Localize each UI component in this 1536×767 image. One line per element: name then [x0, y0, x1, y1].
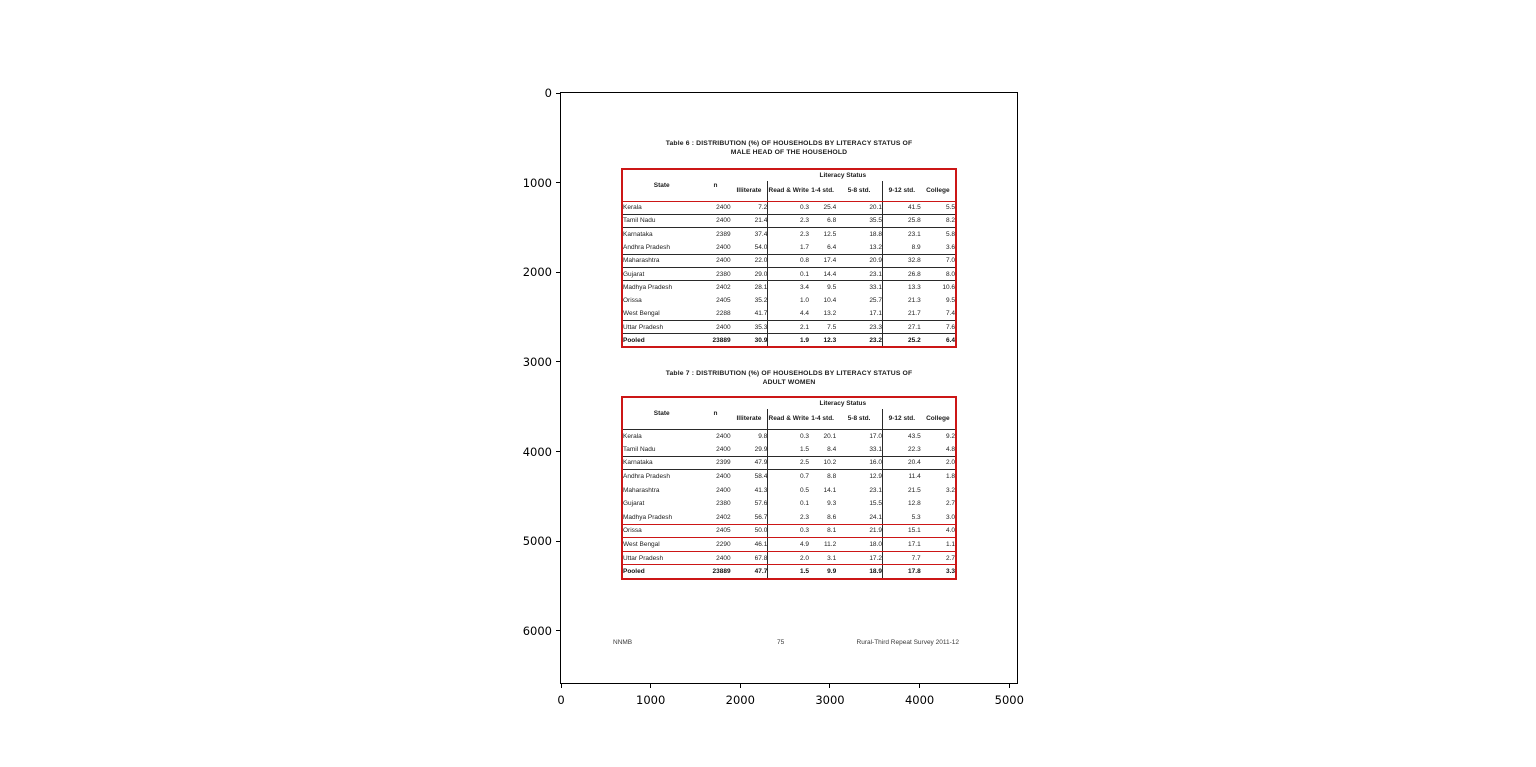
- value-cell: 57.6: [754, 500, 768, 508]
- column-header-n: n: [700, 397, 730, 429]
- value-cell: 15.5: [869, 500, 882, 508]
- value-cell: 47.7: [754, 567, 768, 575]
- value-cell: 2400: [700, 254, 730, 267]
- state-cell: Uttar Pradesh: [622, 551, 700, 565]
- value-cell: 1.0: [768, 294, 809, 307]
- value-cell: 20.1: [823, 432, 837, 440]
- value-cell: 2400: [700, 214, 730, 227]
- state-cell: Tamil Nadu: [622, 443, 700, 457]
- value-cell: 23.1: [882, 228, 920, 241]
- value-cell: 56.7: [731, 511, 768, 525]
- header-row-group: [622, 397, 956, 409]
- value-cell: 50.0: [731, 524, 768, 538]
- table7-title-line1: Table 7 : DISTRIBUTION (%) OF HOUSEHOLDS BY LITERACY STATUS OF: [665, 370, 913, 377]
- x-tick-label: 1000: [636, 693, 666, 707]
- value-cell: 10.2: [809, 456, 836, 470]
- table-row: [622, 429, 956, 443]
- column-header: 5-8 std.: [836, 409, 882, 429]
- value-cell: 8.0: [921, 267, 956, 280]
- table6-title-line2: MALE HEAD OF THE HOUSEHOLD: [730, 149, 848, 156]
- value-cell: 1.9: [768, 334, 809, 347]
- column-header: College: [921, 409, 956, 429]
- value-cell: 2402: [700, 511, 730, 525]
- value-cell: 17.4: [809, 254, 836, 267]
- table-row: [622, 443, 956, 457]
- x-tick-label: 0: [557, 693, 565, 707]
- state-cell: West Bengal: [622, 538, 700, 552]
- value-cell: 1.5: [768, 443, 809, 457]
- table-row: [622, 228, 956, 241]
- table-7: [621, 396, 957, 580]
- value-cell: 41.3: [754, 486, 768, 494]
- table-row: [622, 241, 956, 254]
- table-row: [622, 538, 956, 552]
- value-cell: 20.9: [836, 254, 882, 267]
- column-header: Read & Write: [768, 409, 809, 429]
- state-cell: Andhra Pradesh: [623, 473, 670, 481]
- y-tick-label: 1000: [522, 175, 552, 190]
- value-cell: 0.1: [768, 497, 809, 511]
- value-cell: 2402: [716, 284, 731, 292]
- value-cell: 2400: [716, 432, 731, 440]
- value-cell: 3.4: [768, 281, 809, 294]
- value-cell: 9.5: [945, 297, 955, 305]
- value-cell: 1.7: [768, 241, 809, 254]
- y-tick-label: 0: [544, 86, 552, 100]
- value-cell: 33.1: [869, 284, 882, 292]
- value-cell: 32.8: [882, 254, 920, 267]
- value-cell: 25.2: [882, 334, 920, 347]
- y-tick-mark: [556, 361, 560, 362]
- value-cell: 25.8: [882, 214, 920, 227]
- value-cell: 12.9: [869, 473, 882, 481]
- value-cell: 20.4: [882, 456, 920, 470]
- table-row: [622, 524, 956, 538]
- value-cell: 35.2: [754, 297, 768, 305]
- plot-axes: [522, 86, 1024, 707]
- value-cell: 2.5: [768, 456, 809, 470]
- value-cell: 35.5: [836, 214, 882, 227]
- value-cell: 1.5: [768, 565, 809, 579]
- value-cell: 2288: [700, 307, 730, 320]
- value-cell: 10.6: [942, 284, 955, 292]
- value-cell: 30.9: [754, 336, 768, 344]
- value-cell: 8.2: [921, 214, 956, 227]
- column-header-state: State: [622, 169, 700, 201]
- table-row: [622, 201, 956, 214]
- value-cell: 23889: [712, 336, 731, 344]
- value-cell: 12.8: [882, 497, 920, 511]
- value-cell: 12.3: [823, 336, 837, 344]
- value-cell: 29.0: [731, 267, 768, 280]
- state-cell: Madhya Pradesh: [623, 284, 673, 292]
- value-cell: 4.4: [768, 307, 809, 320]
- table-row-pooled: [622, 565, 956, 579]
- value-cell: 17.2: [836, 551, 882, 565]
- y-tick-label: 4000: [522, 444, 552, 459]
- value-cell: 4.0: [921, 524, 956, 538]
- value-cell: 33.1: [836, 443, 882, 457]
- y-tick-label: 6000: [522, 623, 552, 638]
- value-cell: 7.4: [921, 307, 956, 320]
- value-cell: 9.8: [758, 432, 768, 440]
- state-cell: Kerala: [622, 201, 700, 214]
- column-header: 1-4 std.: [809, 409, 836, 429]
- value-cell: 0.3: [768, 524, 809, 538]
- value-cell: 2290: [700, 538, 730, 552]
- y-tick-label: 5000: [522, 534, 552, 549]
- x-tick-mark: [829, 684, 830, 688]
- value-cell: 2400: [716, 486, 731, 494]
- value-cell: 3.6: [921, 241, 956, 254]
- table-row-pooled: [622, 334, 956, 347]
- value-cell: 2389: [716, 230, 731, 238]
- value-cell: 0.3: [768, 429, 809, 443]
- value-cell: 24.1: [836, 511, 882, 525]
- value-cell: 9.2: [945, 432, 955, 440]
- state-cell: Tamil Nadu: [622, 214, 700, 227]
- value-cell: 2.7: [945, 500, 955, 508]
- table7-title-line2: ADULT WOMEN: [762, 379, 816, 386]
- value-cell: 23889: [712, 567, 731, 575]
- value-cell: 10.4: [823, 297, 837, 305]
- value-cell: 1.1: [921, 538, 956, 552]
- value-cell: 5.3: [882, 511, 920, 525]
- value-cell: 17.0: [869, 432, 882, 440]
- value-cell: 17.8: [882, 565, 920, 579]
- value-cell: 2405: [700, 524, 730, 538]
- table-header: [622, 397, 956, 429]
- value-cell: 5.8: [945, 230, 955, 238]
- x-tick-mark: [1009, 684, 1010, 688]
- state-cell: Pooled: [623, 567, 645, 575]
- group-header-literacy-status: Literacy Status: [819, 400, 867, 407]
- x-tick-label: 5000: [994, 693, 1024, 707]
- value-cell: 67.8: [731, 551, 768, 565]
- value-cell: 5.5: [921, 201, 956, 214]
- state-cell: Madhya Pradesh: [622, 511, 700, 525]
- y-tick-mark: [556, 541, 560, 542]
- value-cell: 2.3: [768, 511, 809, 525]
- value-cell: 23.2: [869, 336, 882, 344]
- table7-container: [621, 396, 957, 580]
- value-cell: 0.5: [768, 483, 809, 497]
- value-cell: 21.9: [836, 524, 882, 538]
- column-header: 9-12 std.: [882, 409, 920, 429]
- table-row: [622, 214, 956, 227]
- y-tick-mark: [556, 272, 560, 273]
- value-cell: 41.5: [882, 201, 920, 214]
- value-cell: 18.8: [869, 230, 882, 238]
- value-cell: 13.3: [882, 281, 920, 294]
- column-header: 1-4 std.: [809, 181, 836, 201]
- table6-title-line1: Table 6 : DISTRIBUTION (%) OF HOUSEHOLDS BY LITERACY STATUS OF: [665, 140, 913, 147]
- x-tick-mark: [919, 684, 920, 688]
- x-tick-mark: [740, 684, 741, 688]
- value-cell: 2.0: [768, 551, 809, 565]
- value-cell: 2400: [700, 241, 730, 254]
- value-cell: 6.4: [945, 336, 955, 344]
- value-cell: 11.2: [809, 538, 836, 552]
- value-cell: 4.8: [921, 443, 956, 457]
- value-cell: 7.5: [809, 321, 836, 334]
- value-cell: 21.5: [882, 483, 920, 497]
- y-tick-mark: [556, 93, 560, 94]
- table6-container: [621, 168, 957, 348]
- table-row: [622, 483, 956, 497]
- value-cell: 47.9: [731, 456, 768, 470]
- table-row: [622, 281, 956, 294]
- table-row: [622, 294, 956, 307]
- state-cell: Orissa: [622, 524, 700, 538]
- value-cell: 3.1: [809, 551, 836, 565]
- value-cell: 3.0: [921, 511, 956, 525]
- x-tick-label: 3000: [815, 693, 845, 707]
- value-cell: 2.1: [768, 321, 809, 334]
- value-cell: 9.9: [827, 567, 837, 575]
- value-cell: 13.2: [836, 241, 882, 254]
- value-cell: 17.1: [836, 307, 882, 320]
- value-cell: 7.2: [731, 201, 768, 214]
- state-cell: Pooled: [623, 336, 645, 344]
- table-body: [622, 201, 956, 347]
- table-row: [622, 551, 956, 565]
- value-cell: 18.9: [869, 567, 882, 575]
- footer-page-number: 75: [777, 639, 785, 646]
- value-cell: 46.1: [731, 538, 768, 552]
- column-header: Read & Write: [768, 181, 809, 201]
- table-row: [622, 254, 956, 267]
- value-cell: 2400: [700, 551, 730, 565]
- value-cell: 2400: [700, 201, 730, 214]
- value-cell: 1.8: [945, 473, 955, 481]
- y-tick-mark: [556, 630, 560, 631]
- table-6: [621, 168, 957, 348]
- value-cell: 21.7: [882, 307, 920, 320]
- y-tick-label: 3000: [522, 354, 552, 369]
- group-header-literacy-status: Literacy Status: [819, 172, 867, 179]
- header-row-group: [622, 169, 956, 181]
- value-cell: 7.7: [882, 551, 920, 565]
- y-tick-mark: [556, 451, 560, 452]
- value-cell: 25.4: [809, 201, 836, 214]
- state-cell: Karnataka: [622, 456, 700, 470]
- x-tick-label: 4000: [904, 693, 935, 707]
- value-cell: 28.1: [754, 284, 768, 292]
- table-row: [622, 456, 956, 470]
- value-cell: 3.3: [945, 567, 955, 575]
- value-cell: 8.4: [809, 443, 836, 457]
- table7-title: [561, 369, 1017, 387]
- table-header: [622, 169, 956, 201]
- table-row: [622, 321, 956, 334]
- table-body: [622, 429, 956, 579]
- value-cell: 17.1: [882, 538, 920, 552]
- value-cell: 22.0: [731, 254, 768, 267]
- value-cell: 23.1: [869, 486, 882, 494]
- value-cell: 26.8: [882, 267, 920, 280]
- value-cell: 2.3: [768, 228, 809, 241]
- value-cell: 23.3: [836, 321, 882, 334]
- value-cell: 14.1: [823, 486, 837, 494]
- column-header: College: [921, 181, 956, 201]
- value-cell: 9.5: [827, 284, 837, 292]
- value-cell: 8.9: [882, 241, 920, 254]
- value-cell: 29.9: [731, 443, 768, 457]
- table-row: [622, 470, 956, 484]
- value-cell: 15.1: [882, 524, 920, 538]
- value-cell: 0.7: [768, 470, 809, 484]
- state-cell: Maharashtra: [623, 486, 660, 494]
- footer-survey-label: Rural-Third Repeat Survey 2011-12: [856, 639, 959, 646]
- value-cell: 7.6: [921, 321, 956, 334]
- state-cell: West Bengal: [622, 307, 700, 320]
- value-cell: 0.8: [768, 254, 809, 267]
- value-cell: 4.9: [768, 538, 809, 552]
- value-cell: 22.3: [882, 443, 920, 457]
- column-header-n: n: [700, 169, 730, 201]
- table-row: [622, 307, 956, 320]
- value-cell: 21.3: [882, 294, 920, 307]
- x-tick-label: 2000: [725, 693, 755, 707]
- value-cell: 18.0: [836, 538, 882, 552]
- value-cell: 6.4: [809, 241, 836, 254]
- value-cell: 25.7: [869, 297, 882, 305]
- value-cell: 43.5: [882, 429, 920, 443]
- y-tick-label: 2000: [522, 265, 552, 280]
- value-cell: 13.2: [809, 307, 836, 320]
- value-cell: 9.3: [827, 500, 837, 508]
- table-row: [622, 267, 956, 280]
- value-cell: 12.5: [823, 230, 837, 238]
- value-cell: 54.0: [731, 241, 768, 254]
- state-cell: Andhra Pradesh: [622, 241, 700, 254]
- value-cell: 8.1: [809, 524, 836, 538]
- value-cell: 6.8: [809, 214, 836, 227]
- value-cell: 58.4: [754, 473, 768, 481]
- x-tick-mark: [650, 684, 651, 688]
- value-cell: 20.1: [836, 201, 882, 214]
- table6-title: [561, 139, 1017, 157]
- table-row: [622, 511, 956, 525]
- value-cell: 21.4: [731, 214, 768, 227]
- column-header-state: State: [622, 397, 700, 429]
- value-cell: 0.1: [768, 267, 809, 280]
- value-cell: 7.0: [921, 254, 956, 267]
- value-cell: 2400: [716, 473, 731, 481]
- value-cell: 2380: [716, 500, 731, 508]
- state-cell: Uttar Pradesh: [622, 321, 700, 334]
- x-tick-mark: [561, 684, 562, 688]
- value-cell: 11.4: [882, 470, 920, 484]
- value-cell: 2.0: [921, 456, 956, 470]
- value-cell: 14.4: [809, 267, 836, 280]
- value-cell: 2400: [700, 321, 730, 334]
- column-header: Illiterate: [731, 181, 768, 201]
- value-cell: 8.6: [809, 511, 836, 525]
- value-cell: 23.1: [836, 267, 882, 280]
- footer-org-label: NNMB: [613, 639, 633, 646]
- value-cell: 37.4: [754, 230, 768, 238]
- value-cell: 2399: [700, 456, 730, 470]
- column-header: 9-12 std.: [882, 181, 920, 201]
- value-cell: 2.7: [921, 551, 956, 565]
- value-cell: 3.2: [945, 486, 955, 494]
- state-cell: Gujarat: [622, 267, 700, 280]
- value-cell: 27.1: [882, 321, 920, 334]
- value-cell: 8.8: [827, 473, 837, 481]
- value-cell: 2380: [700, 267, 730, 280]
- value-cell: 35.3: [731, 321, 768, 334]
- column-header: 5-8 std.: [836, 181, 882, 201]
- state-cell: Gujarat: [623, 500, 645, 508]
- value-cell: 2400: [700, 443, 730, 457]
- state-cell: Kerala: [623, 432, 642, 440]
- value-cell: 0.3: [768, 201, 809, 214]
- value-cell: 41.7: [731, 307, 768, 320]
- state-cell: Orissa: [623, 297, 642, 305]
- state-cell: Maharashtra: [622, 254, 700, 267]
- y-tick-mark: [556, 182, 560, 183]
- state-cell: Karnataka: [623, 230, 653, 238]
- column-header: Illiterate: [731, 409, 768, 429]
- value-cell: 2.3: [768, 214, 809, 227]
- value-cell: 2405: [716, 297, 731, 305]
- table-row: [622, 497, 956, 511]
- value-cell: 16.0: [836, 456, 882, 470]
